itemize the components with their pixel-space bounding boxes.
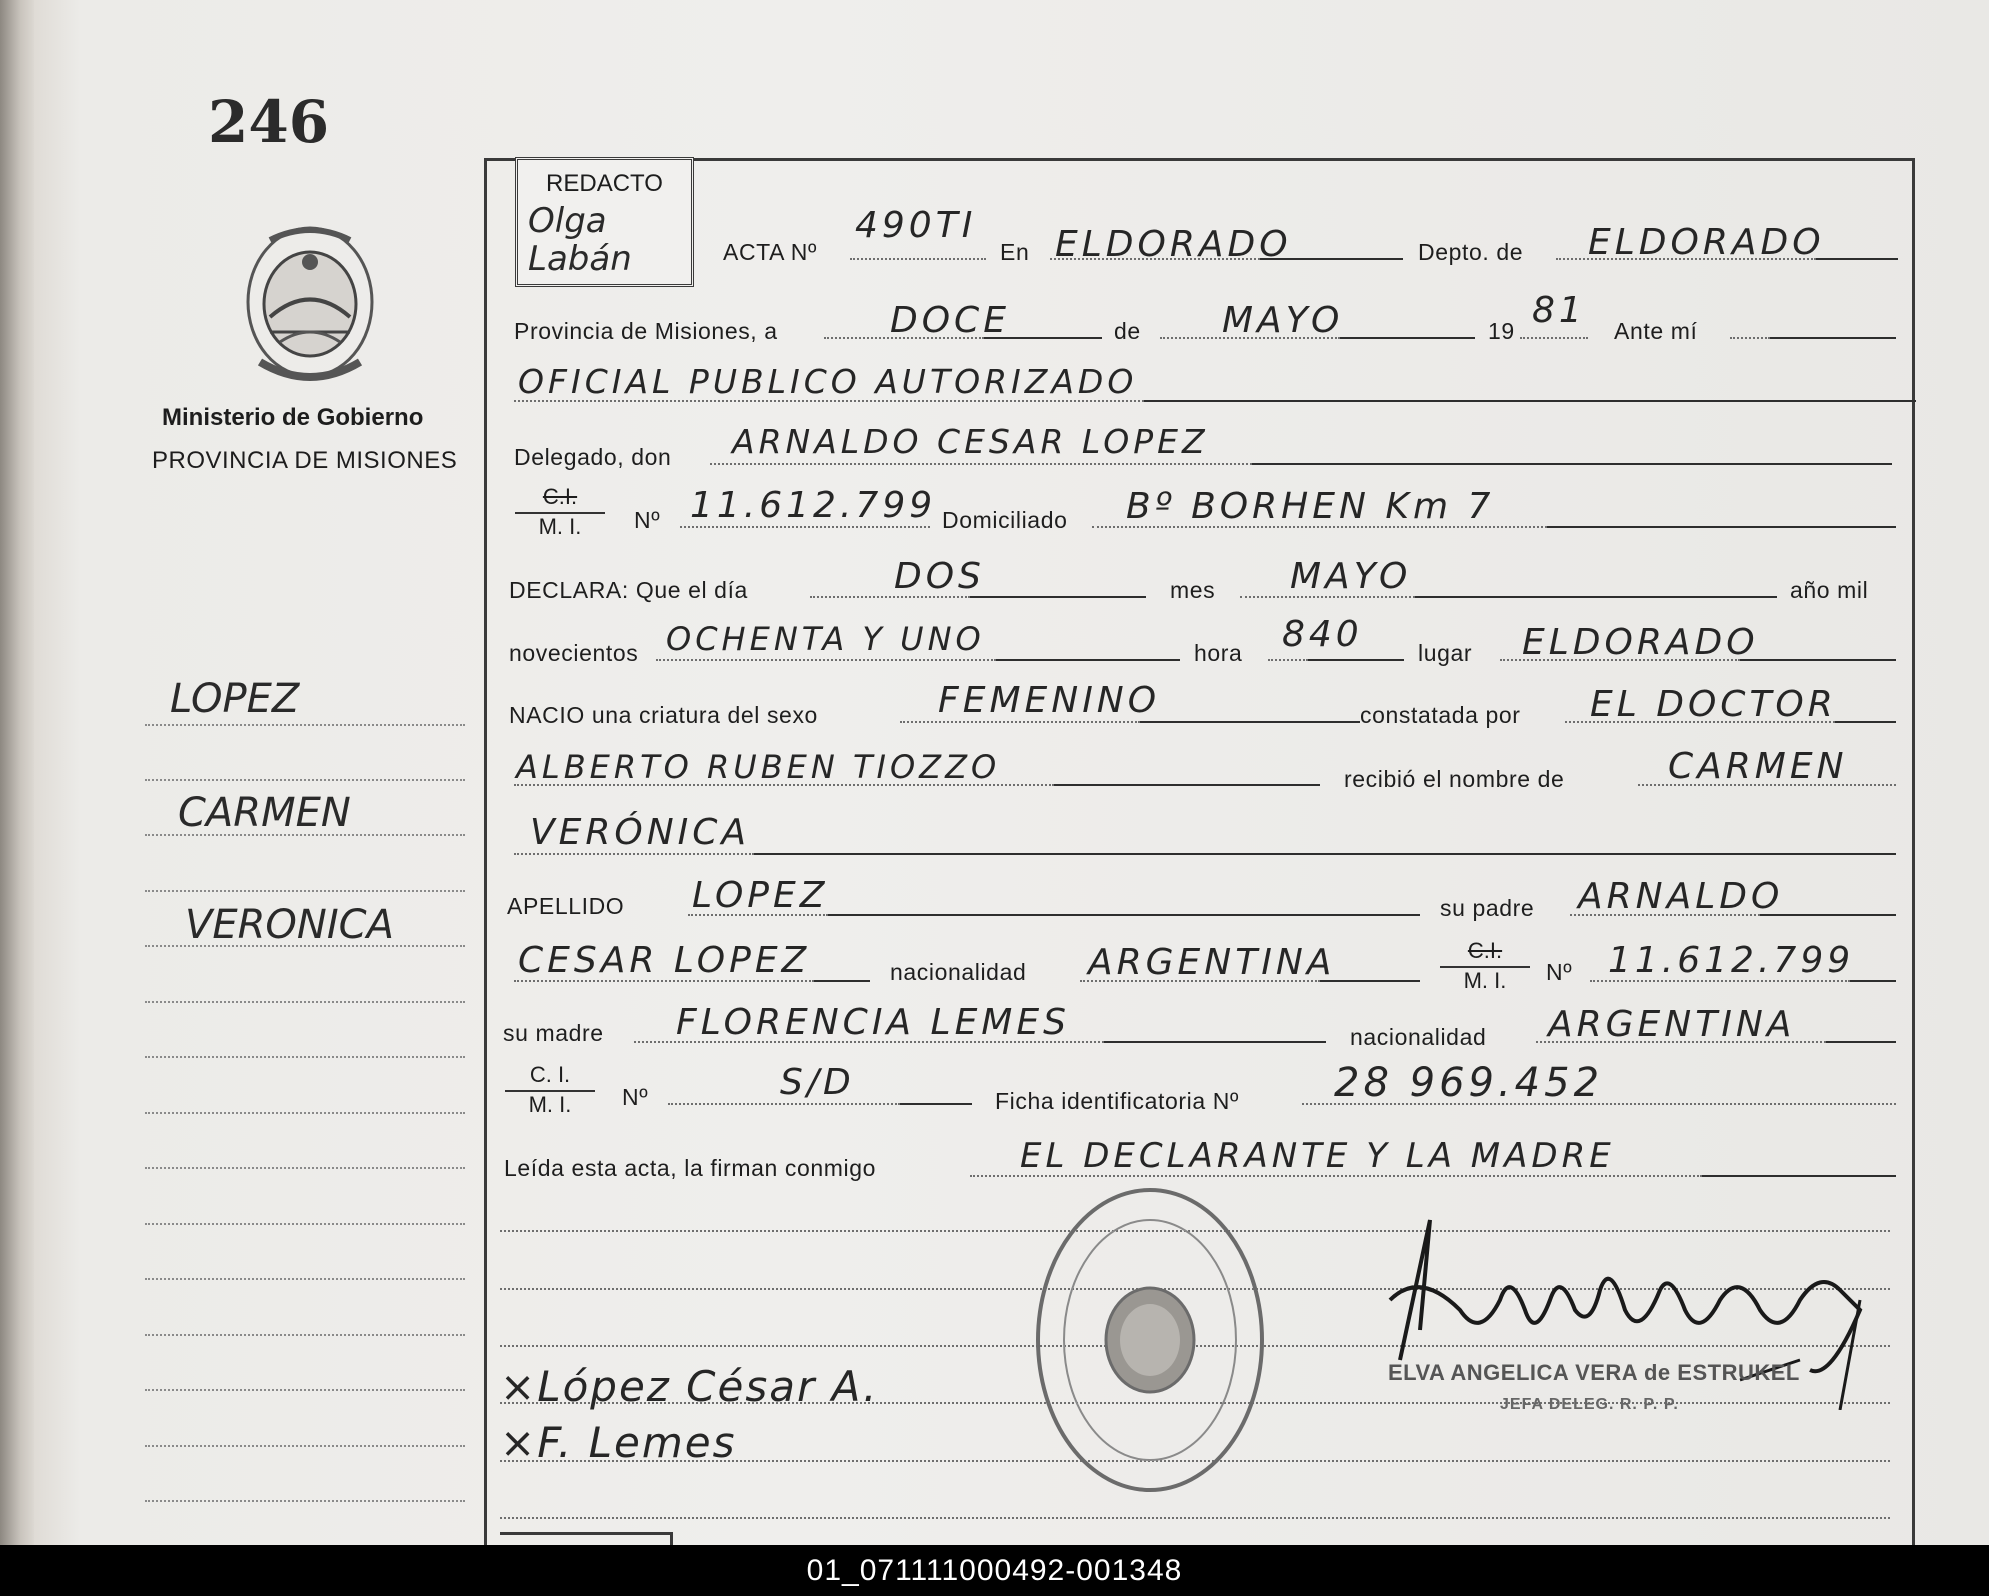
apellido-value: LOPEZ — [692, 875, 829, 916]
firmantes-value: EL DECLARANTE Y LA MADRE — [1020, 1136, 1615, 1176]
padre2-value: CESAR LOPEZ — [518, 940, 811, 981]
margin-middle-name: VERONICA — [185, 902, 394, 948]
mes-label: mes — [1170, 577, 1216, 603]
padre-nac-label: nacionalidad — [890, 959, 1027, 985]
year-value: 81 — [1532, 290, 1586, 331]
ministry-name: Ministerio de Gobierno — [162, 404, 424, 431]
delegado-dotline — [710, 463, 1252, 465]
margin-line — [145, 779, 465, 781]
id-type-ci: C.I. — [515, 484, 605, 514]
nacio-label: NACIO una criatura del sexo — [509, 702, 818, 728]
no-dotline — [680, 526, 930, 528]
sexo-value: FEMENINO — [938, 680, 1161, 721]
margin-line — [145, 1500, 465, 1502]
mother-signature: ×F. Lemes — [500, 1418, 737, 1467]
constatada-label: constatada por — [1360, 702, 1521, 728]
madre-no-solidline — [900, 1103, 972, 1105]
ficha-value: 28 969.452 — [1334, 1060, 1604, 1106]
dia-value: DOCE — [890, 300, 1010, 341]
year-words-value: OCHENTA Y UNO — [666, 620, 985, 658]
nombre2-dotline — [514, 853, 754, 855]
leida-label: Leída esta acta, la firman conmigo — [504, 1155, 876, 1181]
de-label: de — [1114, 318, 1141, 344]
year-dotline — [1520, 337, 1588, 339]
margin-line — [145, 1167, 465, 1169]
mes-solidline — [1340, 337, 1475, 339]
lugar-solidline — [1740, 659, 1896, 661]
declarant-id-type — [515, 484, 605, 540]
padre-nac-value: ARGENTINA — [1088, 942, 1336, 983]
padre-label: su padre — [1440, 895, 1535, 921]
madre-no-label: Nº — [622, 1084, 649, 1110]
year-words-solidline — [996, 659, 1180, 661]
page-binding — [0, 0, 34, 1545]
apellido-label: APELLIDO — [507, 893, 625, 919]
constatada-value: EL DOCTOR — [1590, 684, 1837, 725]
ante-label: Ante mí — [1614, 318, 1698, 344]
hora-dotline — [1268, 659, 1308, 661]
padre2-solidline — [814, 980, 870, 982]
depto-value: ELDORADO — [1588, 222, 1825, 263]
lugar-label: lugar — [1418, 640, 1473, 666]
birth-month-value: MAYO — [1290, 556, 1412, 597]
declara-label: DECLARA: Que el día — [509, 577, 748, 603]
margin-line — [145, 1334, 465, 1336]
margin-line — [145, 1056, 465, 1058]
margin-line — [145, 724, 465, 726]
official-title: JEFA DELEG. R. P. P. — [1500, 1396, 1679, 1413]
hora-solidline — [1308, 659, 1404, 661]
madre-nac-label: nacionalidad — [1350, 1024, 1487, 1050]
year-prefix: 19 — [1488, 318, 1515, 344]
no-label: Nº — [634, 507, 661, 533]
domicilio-value: Bº BORHEN Km 7 — [1126, 486, 1495, 527]
madre-nac-solidline — [1826, 1041, 1896, 1043]
official-value: OFICIAL PUBLICO AUTORIZADO — [518, 362, 1138, 401]
page-number: 246 — [208, 88, 330, 156]
padre-value: ARNALDO — [1578, 876, 1784, 917]
madre-label: su madre — [503, 1020, 604, 1046]
doctor-solidline — [1054, 784, 1320, 786]
sexo-solidline — [1140, 721, 1360, 723]
nombre2-value: VERÓNICA — [530, 812, 751, 853]
padre-no-solidline — [1850, 980, 1896, 982]
novecientos-label: novecientos — [509, 640, 639, 666]
leida-solidline — [1702, 1175, 1896, 1177]
hora-value: 840 — [1282, 614, 1363, 655]
delegado-solidline — [1252, 463, 1892, 465]
madre-value: FLORENCIA LEMES — [676, 1002, 1070, 1043]
redacto-signature — [528, 202, 632, 278]
domiciliado-label: Domiciliado — [942, 507, 1068, 533]
doctor-value: ALBERTO RUBEN TIOZZO — [516, 748, 1001, 786]
padre-id-ci: C.I. — [1440, 938, 1530, 968]
margin-line — [145, 1278, 465, 1280]
declara-dia-solidline — [970, 596, 1146, 598]
margin-line — [145, 1001, 465, 1003]
constatada-solidline — [1835, 721, 1896, 723]
redacto-box — [515, 157, 694, 287]
dom-solidline — [1547, 526, 1896, 528]
sexo-dotline — [900, 721, 1140, 723]
nombre2-solidline — [754, 853, 1896, 855]
delegado-value: ARNALDO CESAR LOPEZ — [732, 422, 1209, 461]
declarant-signature: ×López César A. — [500, 1362, 879, 1411]
madre-id-value: S/D — [780, 1062, 855, 1103]
margin-line — [145, 890, 465, 892]
declarant-id-value: 11.612.799 — [690, 485, 937, 526]
official-name: ELVA ANGELICA VERA de ESTRUKEL — [1388, 1360, 1800, 1385]
signature-line — [500, 1517, 1890, 1519]
redacto-label: REDACTO — [546, 170, 663, 197]
madre-no-dotline — [668, 1103, 900, 1105]
provincial-crest-icon — [240, 222, 380, 382]
padre-id-value: 11.612.799 — [1608, 940, 1855, 981]
province-name: PROVINCIA DE MISIONES — [152, 447, 458, 474]
acta-number: 490TI — [855, 205, 977, 246]
en-label: En — [1000, 239, 1030, 265]
birth-day-value: DOS — [894, 556, 985, 597]
margin-surname: LOPEZ — [170, 676, 300, 722]
year-words-dotline — [656, 659, 996, 661]
madre-id-mi: M. I. — [528, 1092, 572, 1117]
ante-solidline — [1770, 337, 1896, 339]
footer-code: 01_071111000492-001348 — [0, 1545, 1989, 1596]
id-type-mi: M. I. — [538, 514, 582, 539]
anio-label: año mil — [1790, 577, 1869, 603]
margin-line — [145, 1223, 465, 1225]
acta-label: ACTA Nº — [723, 239, 817, 265]
redacto-signature-line2: Labán — [528, 239, 632, 279]
registry-stamp-icon — [1030, 1180, 1270, 1500]
provincia-label: Provincia de Misiones, a — [514, 318, 778, 344]
margin-line — [145, 1389, 465, 1391]
madre-id-ci: C. I. — [505, 1062, 595, 1092]
depto-label: Depto. de — [1418, 239, 1524, 265]
ficha-label: Ficha identificatoria Nº — [995, 1088, 1239, 1114]
ante-dotline — [1730, 337, 1770, 339]
delegado-label: Delegado, don — [514, 444, 672, 470]
padre-id-mi: M. I. — [1463, 968, 1507, 993]
depto-solidline — [1816, 258, 1898, 260]
official-solidline — [1144, 400, 1916, 402]
madre-solidline — [1104, 1041, 1326, 1043]
en-value: ELDORADO — [1055, 224, 1292, 265]
birth-mes-solidline — [1415, 596, 1777, 598]
mes-value: MAYO — [1222, 300, 1344, 341]
redacto-signature-line1: Olga — [528, 201, 607, 241]
lugar-value: ELDORADO — [1522, 622, 1759, 663]
hora-label: hora — [1194, 640, 1243, 666]
padre-id-type — [1440, 938, 1530, 994]
padre-no-label: Nº — [1546, 959, 1573, 985]
margin-line — [145, 1112, 465, 1114]
apellido-solidline — [828, 914, 1420, 916]
madre-id-type — [505, 1062, 595, 1118]
nombre-value: CARMEN — [1668, 746, 1848, 787]
margin-line — [145, 1445, 465, 1447]
margin-first-name: CARMEN — [178, 790, 351, 836]
recibio-label: recibió el nombre de — [1344, 766, 1565, 792]
madre-nac-value: ARGENTINA — [1548, 1004, 1796, 1045]
acta-line — [850, 258, 986, 260]
